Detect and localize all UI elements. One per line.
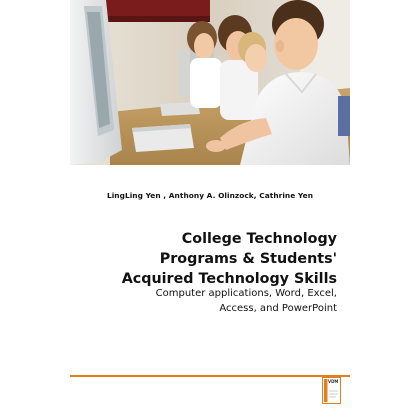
book-title-line: College Technology [181, 231, 337, 247]
book-cover [70, 0, 350, 420]
book-subtitle-line: Access, and PowerPoint [219, 302, 337, 314]
publisher-mark-text: VDM [328, 379, 339, 384]
cover-photo [70, 0, 350, 165]
book-subtitle-line: Computer applications, Word, Excel, [155, 288, 337, 299]
book-title-line: Programs & Students' [159, 251, 337, 267]
author-names: LingLing Yen , Anthony A. Olinzock, Cathrine Yen [106, 191, 314, 200]
vdm-publisher-logo-icon [322, 377, 341, 404]
book-subtitle [70, 287, 337, 316]
orange-divider-rule [70, 375, 350, 377]
book-title-line: Acquired Technology Skills [121, 271, 337, 287]
classroom-children-computers-illustration [70, 0, 350, 165]
book-title [70, 229, 337, 289]
